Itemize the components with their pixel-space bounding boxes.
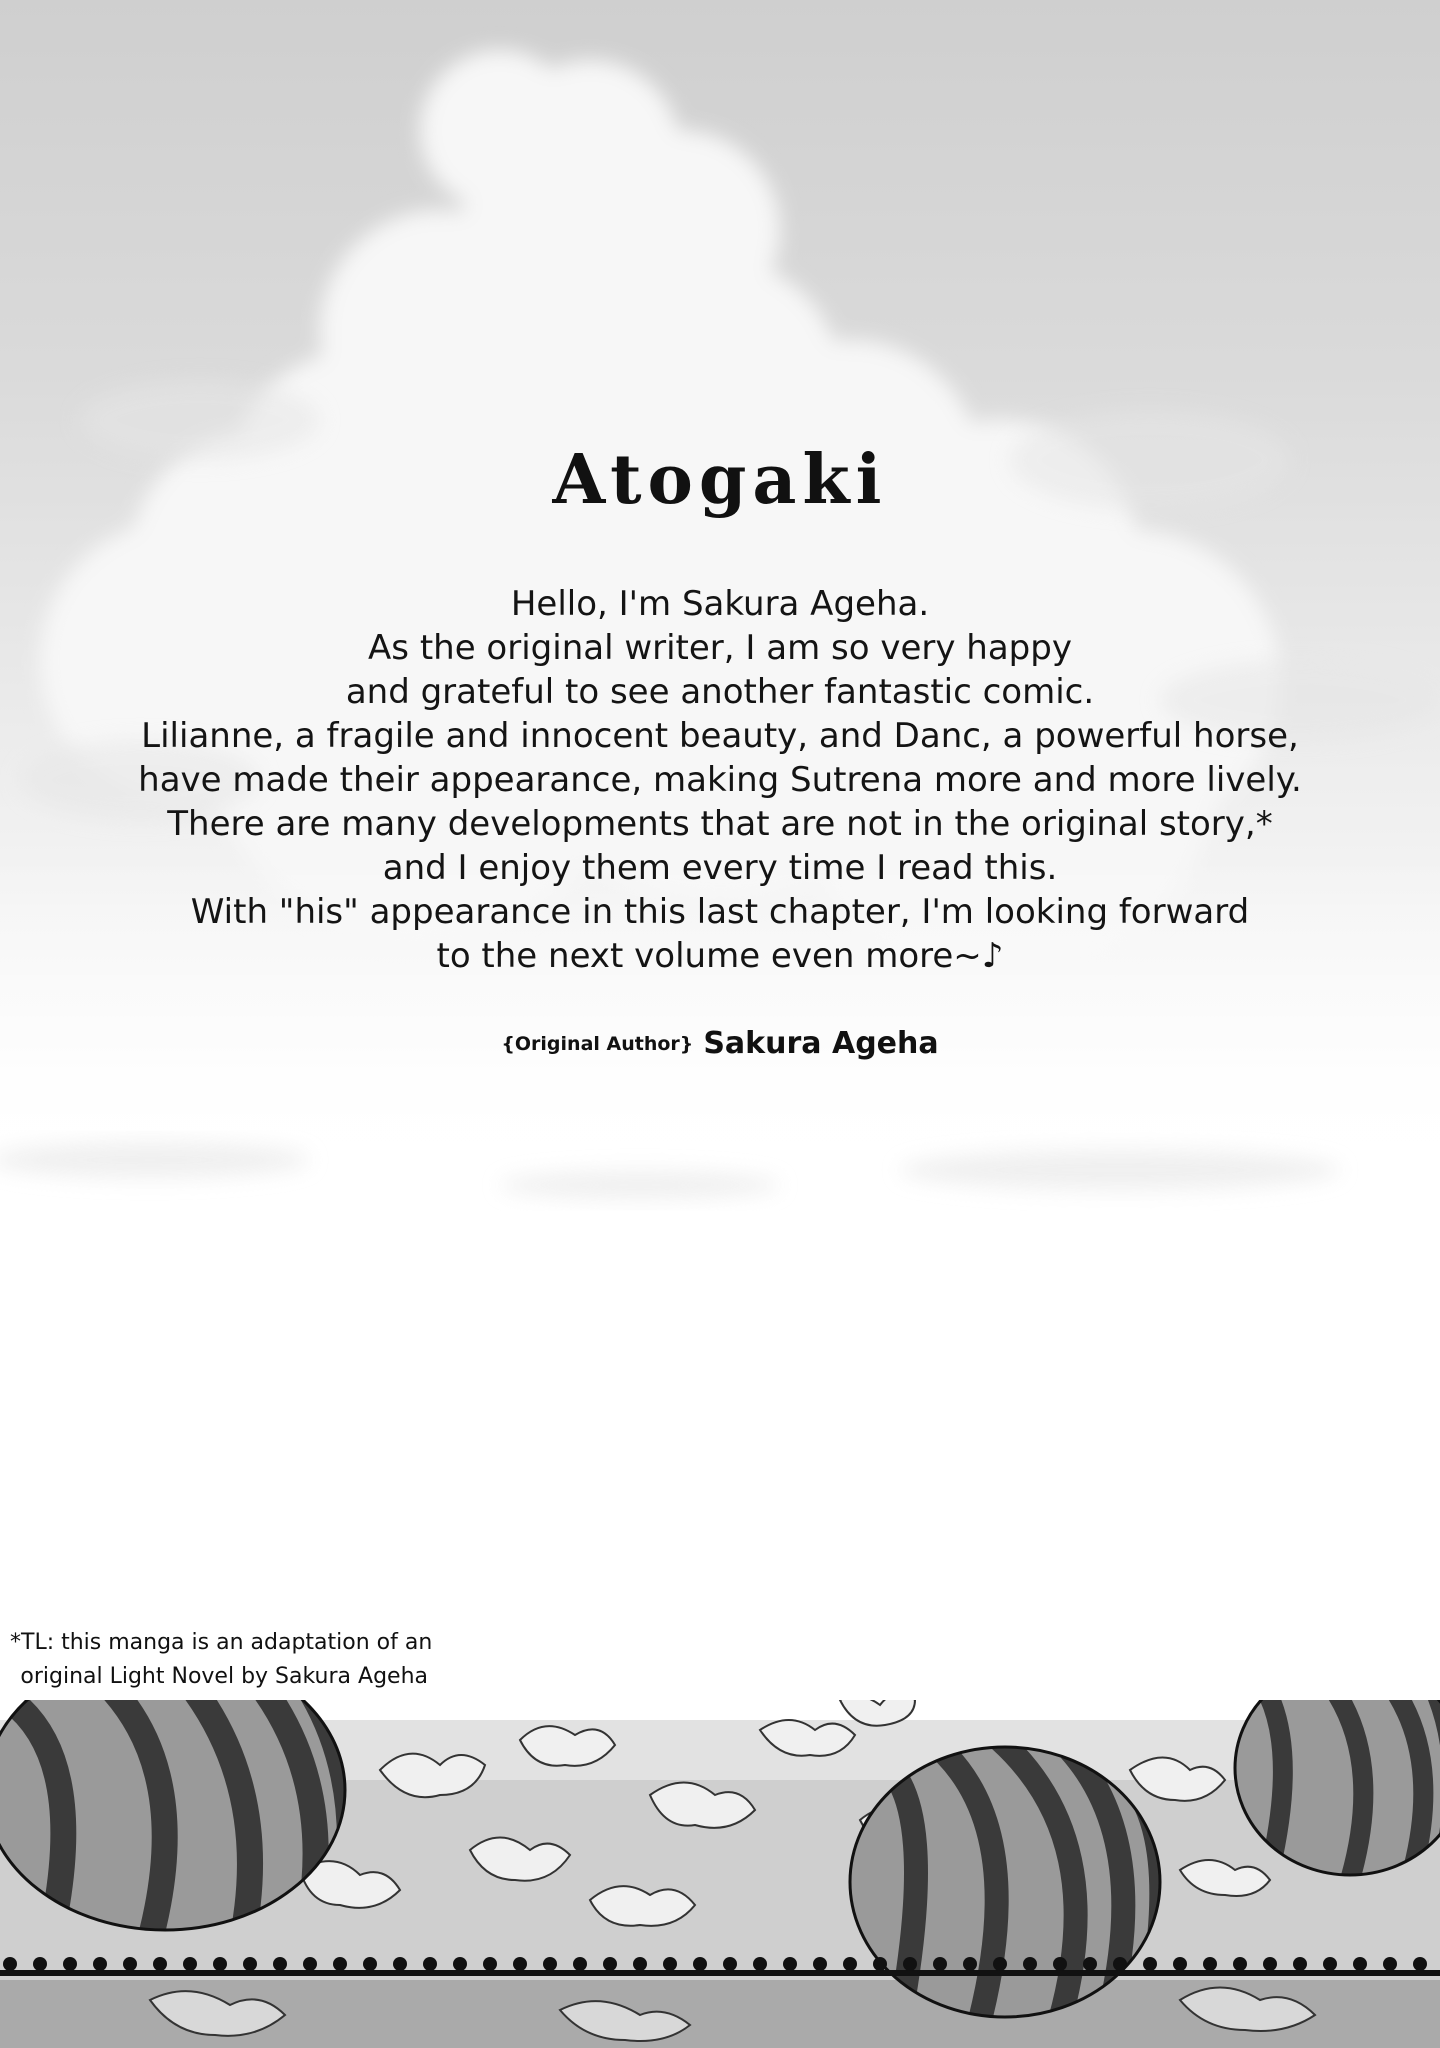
message-line: As the original writer, I am so very happy [368,628,1072,668]
message-line: There are many developments that are not in the original story,* [167,804,1273,844]
message-line: to the next volume even more~♪ [436,936,1004,976]
page-title: Atogaki [552,440,888,520]
translator-note-line: *TL: this manga is an adaptation of an [10,1630,433,1655]
message-line: and grateful to see another fantastic comic. [345,672,1095,712]
message-line: Lilianne, a fragile and innocent beauty, and Danc, a powerful horse, [141,716,1299,756]
watermelon-patch-illustration [0,1700,1440,2048]
message-line: With "his" appearance in this last chapter, I'm looking forward [190,892,1250,932]
translator-note [10,1626,433,1694]
author-signature [0,1026,1440,1061]
afterword-message [80,582,1360,978]
signature-name: Sakura Ageha [703,1026,939,1061]
translator-note-line: original Light Novel by Sakura Ageha [20,1664,428,1689]
message-line: Hello, I'm Sakura Ageha. [510,584,930,624]
message-line: and I enjoy them every time I read this. [382,848,1058,888]
message-line: have made their appearance, making Sutrena more and more lively. [138,760,1302,800]
signature-role: {Original Author} [501,1032,694,1055]
